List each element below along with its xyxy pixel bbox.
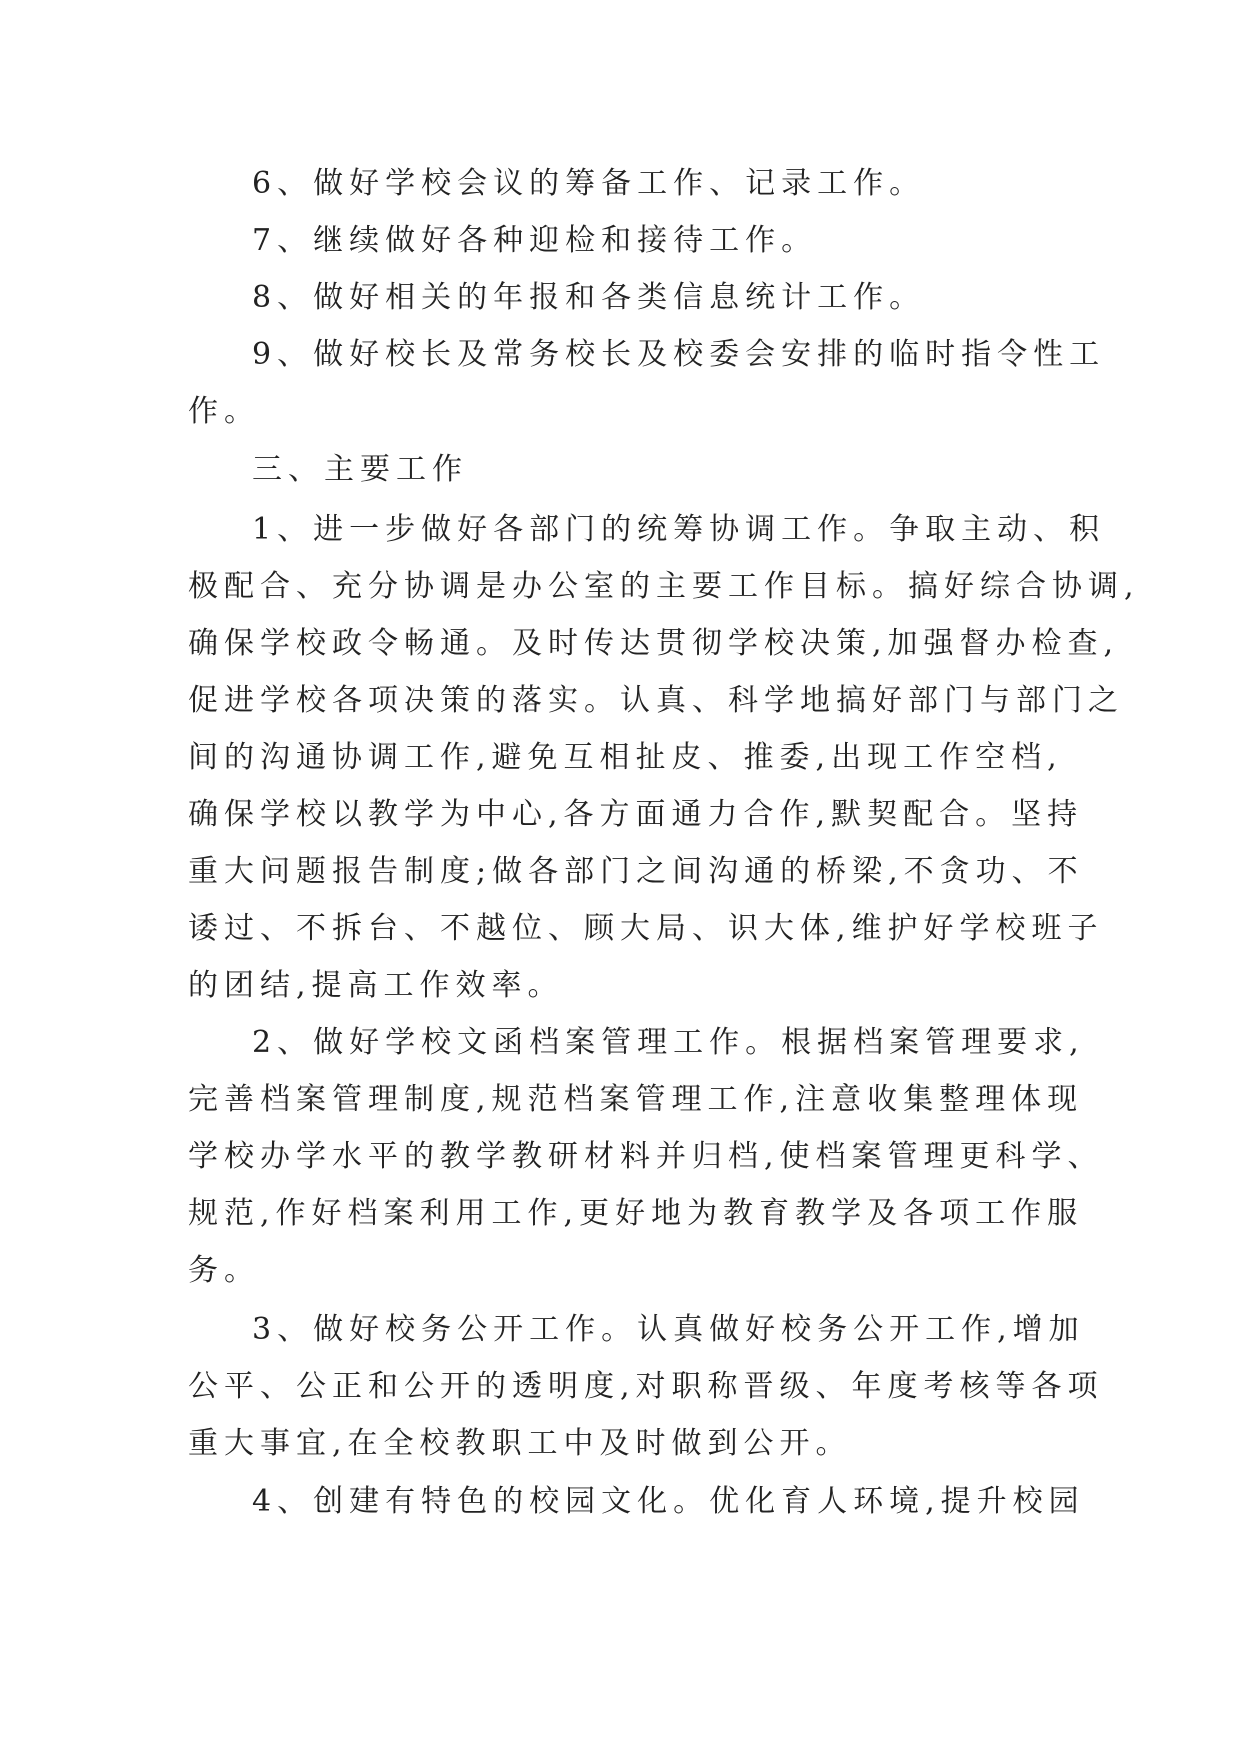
text-line: 间的沟通协调工作,避免互相扯皮、推委,出现工作空档, — [188, 740, 1063, 775]
text-line: 作。 — [188, 394, 260, 429]
text-line: 极配合、充分协调是办公室的主要工作目标。搞好综合协调, — [188, 569, 1140, 604]
text-line: 8、做好相关的年报和各类信息统计工作。 — [252, 280, 926, 315]
text-line: 规范,作好档案利用工作,更好地为教育教学及各项工作服 — [188, 1196, 1084, 1231]
text-line: 1、进一步做好各部门的统筹协调工作。争取主动、积 — [252, 512, 1106, 547]
text-line: 公平、公正和公开的透明度,对职称晋级、年度考核等各项 — [188, 1369, 1104, 1404]
section-heading: 三、主要工作 — [252, 452, 468, 487]
text-line: 6、做好学校会议的筹备工作、记录工作。 — [252, 166, 926, 201]
text-line: 完善档案管理制度,规范档案管理工作,注意收集整理体现 — [188, 1082, 1084, 1117]
text-line: 2、做好学校文函档案管理工作。根据档案管理要求, — [252, 1025, 1085, 1060]
text-line: 确保学校以教学为中心,各方面通力合作,默契配合。坚持 — [188, 797, 1084, 832]
text-line: 促进学校各项决策的落实。认真、科学地搞好部门与部门之 — [188, 683, 1124, 718]
text-line: 9、做好校长及常务校长及校委会安排的临时指令性工 — [252, 337, 1106, 372]
text-line: 7、继续做好各种迎检和接待工作。 — [252, 223, 818, 258]
text-line: 务。 — [188, 1253, 260, 1288]
text-line: 诿过、不拆台、不越位、顾大局、识大体,维护好学校班子 — [188, 911, 1104, 946]
text-line: 学校办学水平的教学教研材料并归档,使档案管理更科学、 — [188, 1139, 1104, 1174]
text-line: 3、做好校务公开工作。认真做好校务公开工作,增加 — [252, 1312, 1085, 1347]
text-line: 的团结,提高工作效率。 — [188, 968, 564, 1003]
text-line: 重大事宜,在全校教职工中及时做到公开。 — [188, 1426, 852, 1461]
text-line: 确保学校政令畅通。及时传达贯彻学校决策,加强督办检查, — [188, 626, 1120, 661]
text-line: 重大问题报告制度;做各部门之间沟通的桥梁,不贪功、不 — [188, 854, 1084, 889]
text-line: 4、创建有特色的校园文化。优化育人环境,提升校园 — [252, 1484, 1085, 1519]
